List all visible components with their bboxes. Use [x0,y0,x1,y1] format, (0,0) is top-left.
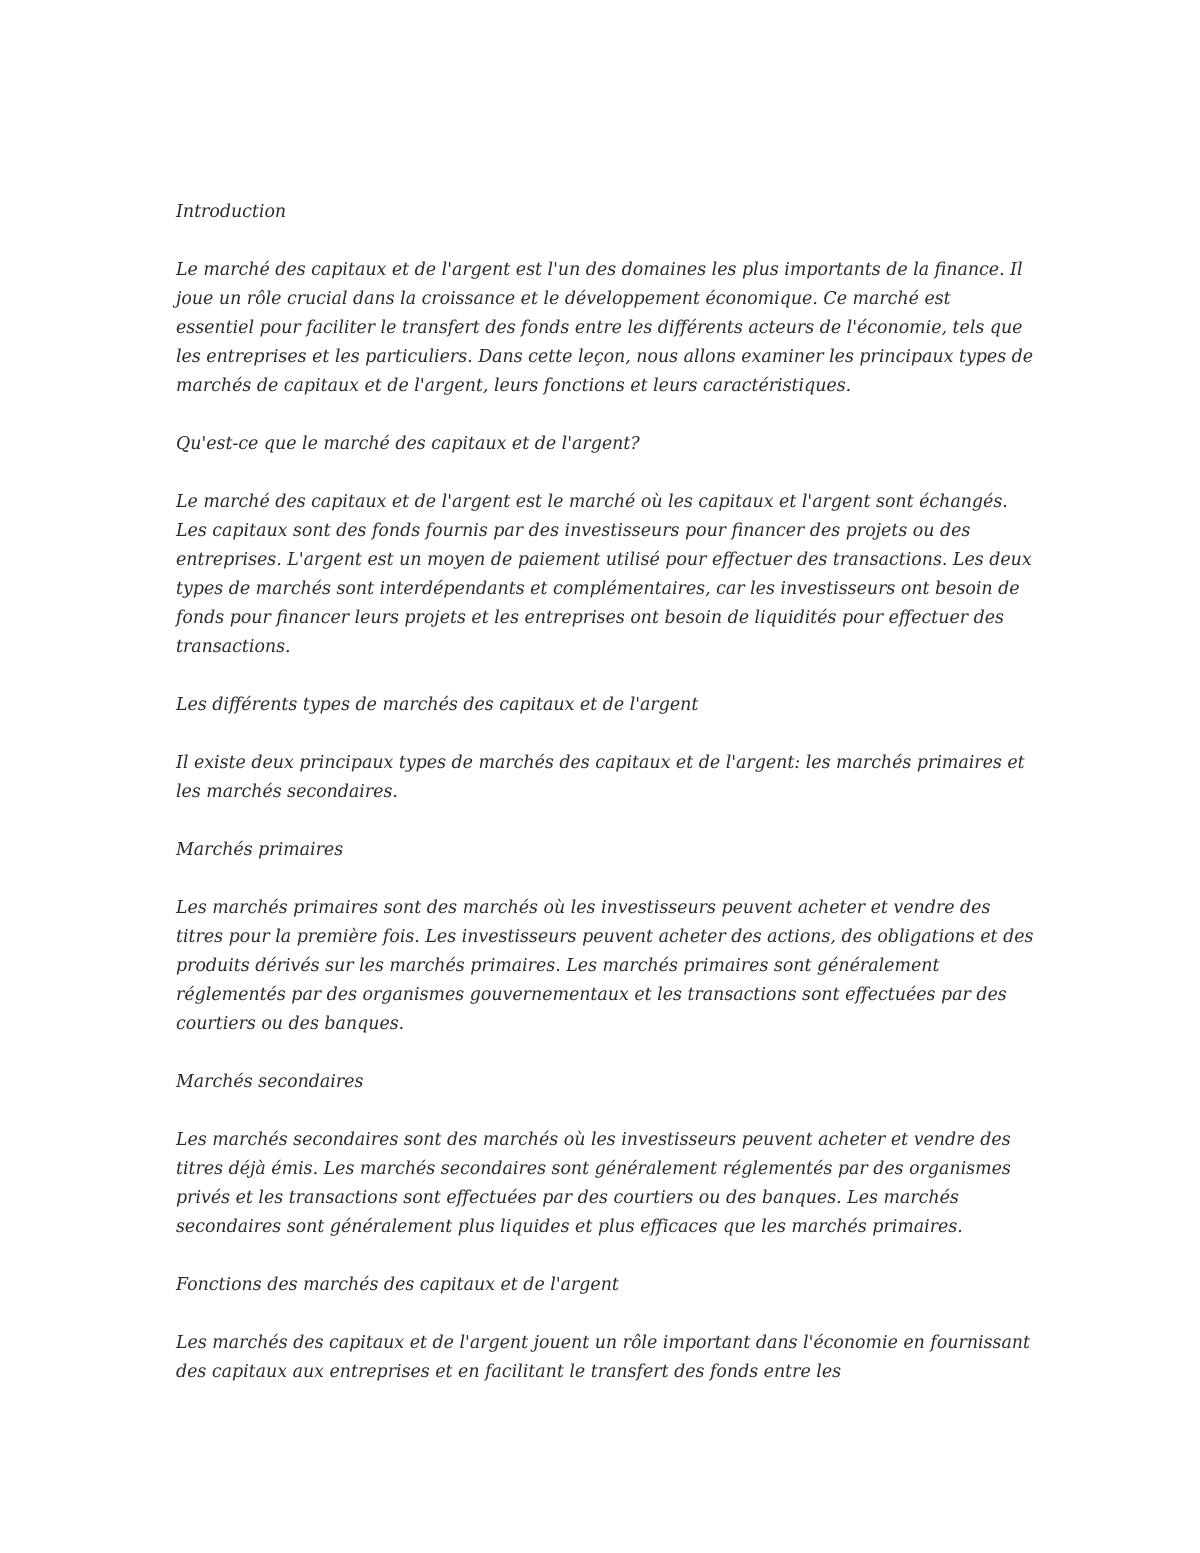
section-heading-definition: Qu'est-ce que le marché des capitaux et de l'argent? [176,434,640,454]
paragraph-definition: Le marché des capitaux et de l'argent est le marché où les capitaux et l'argent sont échangés. Les capitaux sont des fonds fournis par des investisseurs pour financer des projets ou des entreprises. L'argent est un moyen de paiement utilisé pour effectuer des transactions. Les deux types de marchés sont interdépendants et complémentaires, car les investisseurs ont besoin de fonds pour financer leurs projets et les entreprises ont besoin de liquidités pour effectuer des transactions. [176,492,1032,657]
paragraph-primary-markets: Les marchés primaires sont des marchés où les investisseurs peuvent acheter et vendre des titres pour la première fois. Les investisseurs peuvent acheter des actions, des obligations et des produits dérivés sur les marchés primaires. Les marchés primaires sont généralement réglementés par des organismes gouvernementaux et les transactions sont effectuées par des courtiers ou des banques. [176,898,1034,1034]
paragraph-introduction: Le marché des capitaux et de l'argent est l'un des domaines les plus importants de la finance. Il joue un rôle crucial dans la croissance et le développement économique. Ce marché est essentiel pour faciliter le transfert des fonds entre les différents acteurs de l'économie, tels que les entreprises et les particuliers. Dans cette leçon, nous allons examiner les principaux types de marchés de capitaux et de l'argent, leurs fonctions et leurs caractéristiques. [176,260,1034,396]
section-heading-primary-markets: Marchés primaires [176,840,344,860]
paragraph-functions: Les marchés des capitaux et de l'argent jouent un rôle important dans l'économie en fournissant des capitaux aux entreprises et en facilitant le transfert des fonds entre les [176,1333,1031,1382]
section-heading-functions: Fonctions des marchés des capitaux et de l'argent [176,1275,619,1295]
section-heading-introduction: Introduction [176,202,287,222]
section-heading-types: Les différents types de marchés des capitaux et de l'argent [176,695,699,715]
section-heading-secondary-markets: Marchés secondaires [176,1072,364,1092]
paragraph-types: Il existe deux principaux types de marchés des capitaux et de l'argent: les marchés primaires et les marchés secondaires. [176,753,1025,802]
paragraph-secondary-markets: Les marchés secondaires sont des marchés où les investisseurs peuvent acheter et vendre des titres déjà émis. Les marchés secondaires sont généralement réglementés par des organismes privés et les transactions sont effectuées par des courtiers ou des banques. Les marchés secondaires sont généralement plus liquides et plus efficaces que les marchés primaires. [176,1130,1011,1237]
document-body [176,198,1034,1416]
